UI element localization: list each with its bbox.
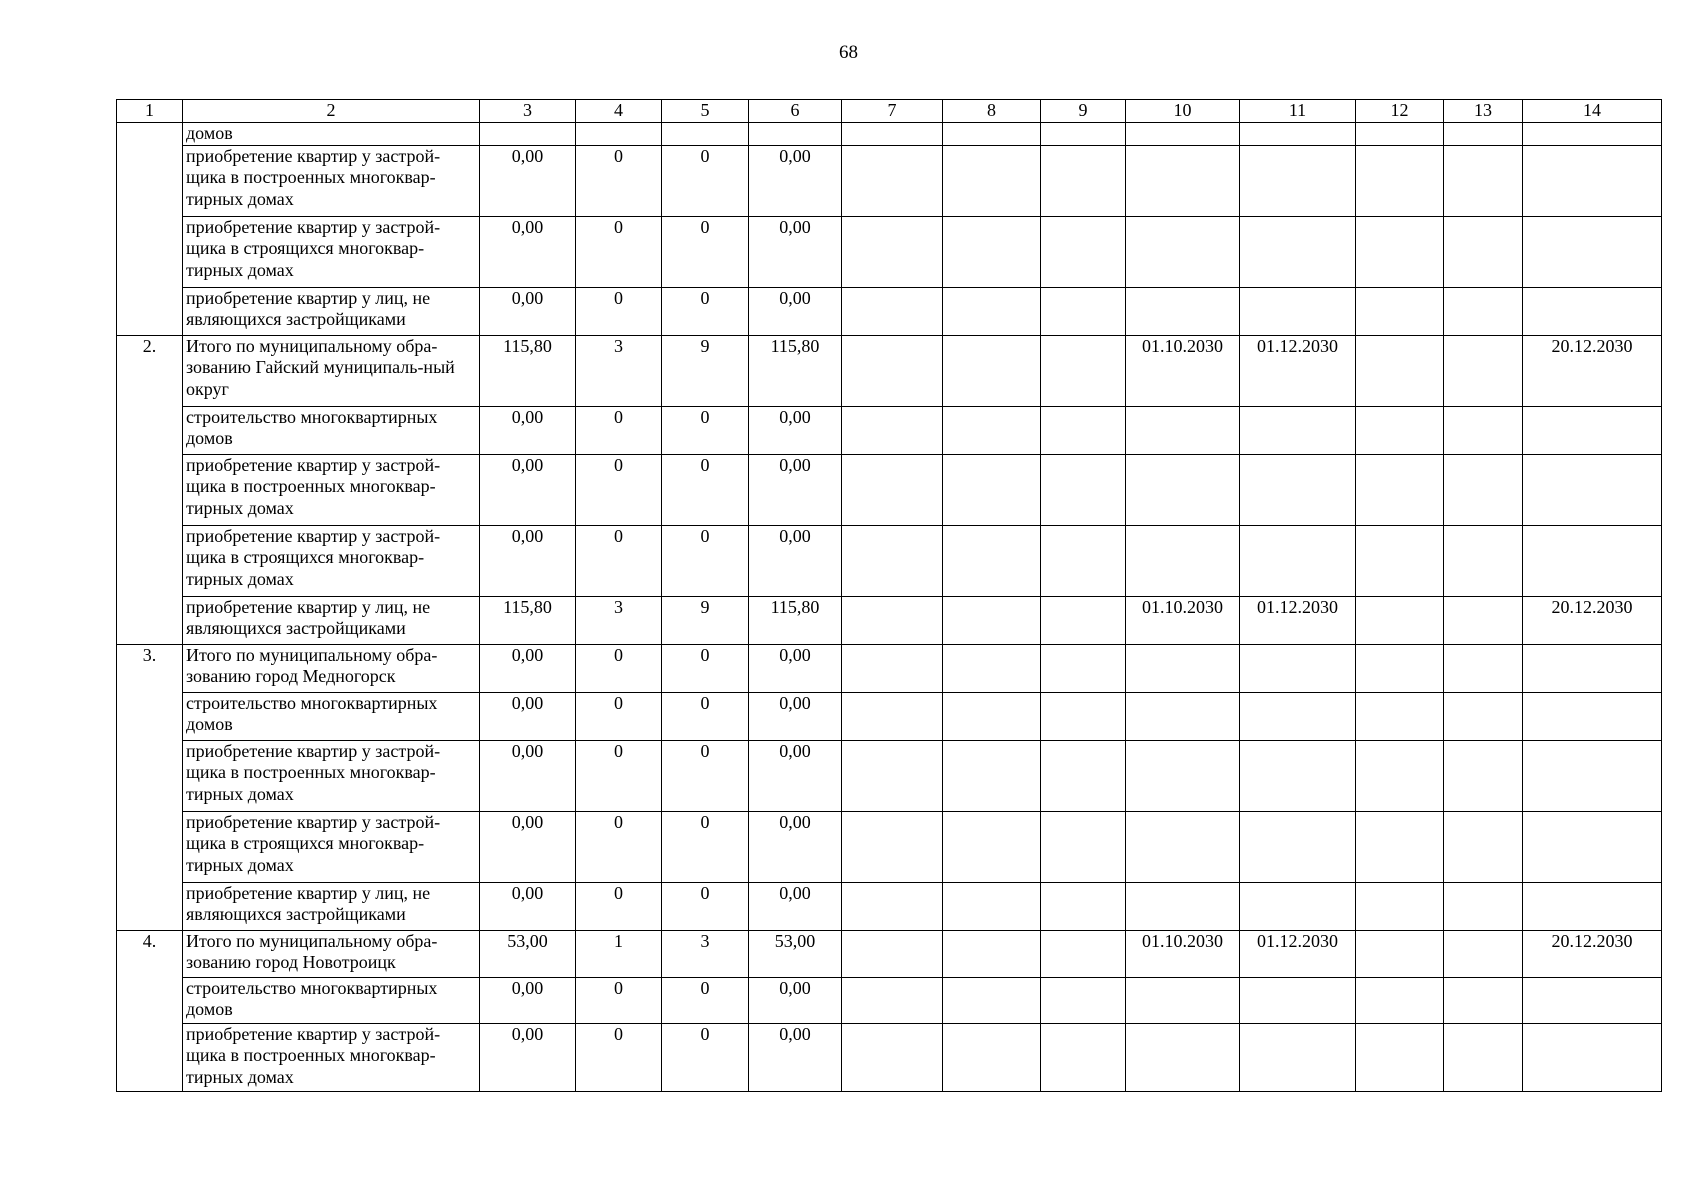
value-cell-c11: 01.12.2030 (1240, 596, 1356, 644)
column-header: 14 (1523, 100, 1662, 123)
value-cell-c14 (1523, 644, 1662, 692)
value-cell-c5: 9 (662, 335, 749, 406)
value-cell-c5: 0 (662, 216, 749, 287)
value-cell-c11 (1240, 145, 1356, 216)
empty-cell (1356, 977, 1444, 1023)
value-cell-c3: 0,00 (480, 740, 576, 811)
empty-cell (1444, 644, 1523, 692)
value-cell-c14 (1523, 145, 1662, 216)
table-row (117, 740, 1662, 811)
value-cell-c11 (1240, 287, 1356, 335)
column-header: 1 (117, 100, 183, 123)
value-cell-c5: 0 (662, 1023, 749, 1091)
value-cell-c4: 0 (576, 287, 662, 335)
value-cell-c14: 20.12.2030 (1523, 596, 1662, 644)
row-number-cell: 3. (117, 644, 183, 930)
empty-cell (943, 216, 1041, 287)
value-cell-c11 (1240, 811, 1356, 882)
column-header: 12 (1356, 100, 1444, 123)
empty-cell (842, 692, 943, 740)
empty-cell (1041, 811, 1126, 882)
empty-cell (1041, 454, 1126, 525)
value-cell-c10 (1126, 406, 1240, 454)
value-cell-c11 (1240, 977, 1356, 1023)
value-cell-c11 (1240, 740, 1356, 811)
value-cell-c10: 01.10.2030 (1126, 335, 1240, 406)
empty-cell (1356, 811, 1444, 882)
empty-cell (1444, 1023, 1523, 1091)
value-cell-c4 (576, 123, 662, 146)
empty-cell (1444, 145, 1523, 216)
table-row (117, 930, 1662, 977)
empty-cell (842, 882, 943, 930)
empty-cell (943, 740, 1041, 811)
value-cell-c4: 0 (576, 882, 662, 930)
value-cell-c6: 0,00 (749, 692, 842, 740)
empty-cell (1444, 930, 1523, 977)
item-name-cell: Итого по муниципальному обра-зованию Гайский муниципаль-ный округ (183, 335, 480, 406)
empty-cell (1041, 145, 1126, 216)
empty-cell (1041, 335, 1126, 406)
empty-cell (842, 740, 943, 811)
empty-cell (842, 335, 943, 406)
value-cell-c5: 0 (662, 406, 749, 454)
empty-cell (1356, 525, 1444, 596)
item-name-cell: приобретение квартир у застрой-щика в построенных многоквар-тирных домах (183, 1023, 480, 1091)
table-row (117, 882, 1662, 930)
item-name-cell: приобретение квартир у лиц, не являющихся застройщиками (183, 287, 480, 335)
empty-cell (1041, 692, 1126, 740)
value-cell-c3: 0,00 (480, 882, 576, 930)
value-cell-c3 (480, 123, 576, 146)
value-cell-c3: 0,00 (480, 525, 576, 596)
item-name-cell: приобретение квартир у застрой-щика в строящихся многоквар-тирных домах (183, 811, 480, 882)
value-cell-c14: 20.12.2030 (1523, 930, 1662, 977)
value-cell-c11 (1240, 644, 1356, 692)
value-cell-c3: 0,00 (480, 454, 576, 525)
empty-cell (1356, 454, 1444, 525)
value-cell-c10: 01.10.2030 (1126, 930, 1240, 977)
empty-cell (1444, 596, 1523, 644)
item-name-cell: приобретение квартир у застрой-щика в построенных многоквар-тирных домах (183, 454, 480, 525)
value-cell-c10 (1126, 145, 1240, 216)
value-cell-c14 (1523, 406, 1662, 454)
value-cell-c5: 0 (662, 454, 749, 525)
empty-cell (943, 406, 1041, 454)
empty-cell (943, 1023, 1041, 1091)
row-number-cell: 2. (117, 335, 183, 644)
table-row (117, 977, 1662, 1023)
value-cell-c5: 0 (662, 644, 749, 692)
empty-cell (1041, 406, 1126, 454)
empty-cell (1444, 335, 1523, 406)
value-cell-c4: 0 (576, 644, 662, 692)
table-row (117, 454, 1662, 525)
empty-cell (1444, 287, 1523, 335)
table-row (117, 596, 1662, 644)
empty-cell (1356, 287, 1444, 335)
value-cell-c5: 0 (662, 811, 749, 882)
value-cell-c14 (1523, 692, 1662, 740)
value-cell-c10 (1126, 1023, 1240, 1091)
value-cell-c10 (1126, 454, 1240, 525)
empty-cell (842, 644, 943, 692)
item-name-cell: приобретение квартир у застрой-щика в построенных многоквар-тирных домах (183, 145, 480, 216)
table-row (117, 811, 1662, 882)
empty-cell (842, 811, 943, 882)
empty-cell (1444, 811, 1523, 882)
value-cell-c3: 0,00 (480, 1023, 576, 1091)
empty-cell (1356, 216, 1444, 287)
column-header: 6 (749, 100, 842, 123)
empty-cell (1444, 882, 1523, 930)
empty-cell (842, 145, 943, 216)
value-cell-c5: 0 (662, 977, 749, 1023)
row-number-cell (117, 123, 183, 336)
empty-cell (1356, 1023, 1444, 1091)
empty-cell (943, 454, 1041, 525)
value-cell-c14: 20.12.2030 (1523, 335, 1662, 406)
empty-cell (1356, 930, 1444, 977)
item-name-cell: домов (183, 123, 480, 146)
empty-cell (1041, 287, 1126, 335)
value-cell-c10 (1126, 882, 1240, 930)
empty-cell (943, 692, 1041, 740)
value-cell-c6: 0,00 (749, 977, 842, 1023)
column-number-header-row (117, 100, 1662, 123)
column-header: 5 (662, 100, 749, 123)
empty-cell (1041, 740, 1126, 811)
value-cell-c10 (1126, 287, 1240, 335)
value-cell-c6: 0,00 (749, 145, 842, 216)
housing-program-table (116, 99, 1662, 1092)
value-cell-c6: 0,00 (749, 406, 842, 454)
value-cell-c3: 0,00 (480, 692, 576, 740)
empty-cell (1356, 692, 1444, 740)
empty-cell (943, 145, 1041, 216)
value-cell-c3: 0,00 (480, 216, 576, 287)
table-row (117, 406, 1662, 454)
column-header: 10 (1126, 100, 1240, 123)
value-cell-c5 (662, 123, 749, 146)
empty-cell (1041, 977, 1126, 1023)
empty-cell (1041, 525, 1126, 596)
empty-cell (943, 644, 1041, 692)
value-cell-c6: 0,00 (749, 811, 842, 882)
value-cell-c14 (1523, 216, 1662, 287)
table-row (117, 287, 1662, 335)
value-cell-c10 (1126, 692, 1240, 740)
column-header: 3 (480, 100, 576, 123)
value-cell-c11: 01.12.2030 (1240, 930, 1356, 977)
empty-cell (1444, 406, 1523, 454)
item-name-cell: строительство многоквартирных домов (183, 692, 480, 740)
item-name-cell: приобретение квартир у лиц, не являющихся застройщиками (183, 882, 480, 930)
value-cell-c4: 0 (576, 454, 662, 525)
value-cell-c6: 0,00 (749, 454, 842, 525)
column-header: 11 (1240, 100, 1356, 123)
empty-cell (842, 525, 943, 596)
empty-cell (1356, 882, 1444, 930)
empty-cell (943, 525, 1041, 596)
value-cell-c6: 0,00 (749, 882, 842, 930)
value-cell-c10 (1126, 977, 1240, 1023)
empty-cell (1041, 930, 1126, 977)
value-cell-c4: 0 (576, 811, 662, 882)
value-cell-c6: 115,80 (749, 335, 842, 406)
empty-cell (1444, 123, 1523, 146)
table-row (117, 123, 1662, 146)
value-cell-c6: 0,00 (749, 216, 842, 287)
empty-cell (1041, 216, 1126, 287)
empty-cell (842, 930, 943, 977)
value-cell-c14 (1523, 287, 1662, 335)
value-cell-c4: 0 (576, 525, 662, 596)
value-cell-c3: 53,00 (480, 930, 576, 977)
value-cell-c4: 0 (576, 145, 662, 216)
item-name-cell: приобретение квартир у застрой-щика в строящихся многоквар-тирных домах (183, 525, 480, 596)
item-name-cell: строительство многоквартирных домов (183, 406, 480, 454)
value-cell-c3: 0,00 (480, 644, 576, 692)
column-header: 4 (576, 100, 662, 123)
value-cell-c4: 3 (576, 596, 662, 644)
value-cell-c3: 0,00 (480, 145, 576, 216)
value-cell-c14 (1523, 977, 1662, 1023)
value-cell-c6: 53,00 (749, 930, 842, 977)
row-number-cell: 4. (117, 930, 183, 1091)
column-header: 7 (842, 100, 943, 123)
value-cell-c6: 0,00 (749, 740, 842, 811)
empty-cell (1444, 454, 1523, 525)
empty-cell (1041, 596, 1126, 644)
value-cell-c6: 0,00 (749, 644, 842, 692)
value-cell-c5: 0 (662, 740, 749, 811)
empty-cell (1444, 525, 1523, 596)
empty-cell (943, 977, 1041, 1023)
empty-cell (1356, 335, 1444, 406)
empty-cell (943, 882, 1041, 930)
column-header: 9 (1041, 100, 1126, 123)
empty-cell (842, 596, 943, 644)
value-cell-c4: 0 (576, 216, 662, 287)
value-cell-c11 (1240, 525, 1356, 596)
empty-cell (1444, 977, 1523, 1023)
value-cell-c5: 0 (662, 145, 749, 216)
page-number: 68 (839, 42, 858, 63)
empty-cell (943, 811, 1041, 882)
value-cell-c14 (1523, 811, 1662, 882)
item-name-cell: Итого по муниципальному обра-зованию город Новотроицк (183, 930, 480, 977)
column-header: 13 (1444, 100, 1523, 123)
value-cell-c3: 0,00 (480, 977, 576, 1023)
value-cell-c5: 0 (662, 287, 749, 335)
value-cell-c14 (1523, 740, 1662, 811)
value-cell-c14 (1523, 454, 1662, 525)
column-header: 8 (943, 100, 1041, 123)
table-row (117, 1023, 1662, 1091)
table-row (117, 335, 1662, 406)
column-header: 2 (183, 100, 480, 123)
item-name-cell: Итого по муниципальному обра-зованию город Медногорск (183, 644, 480, 692)
value-cell-c6: 0,00 (749, 525, 842, 596)
value-cell-c6: 115,80 (749, 596, 842, 644)
empty-cell (1041, 123, 1126, 146)
empty-cell (842, 454, 943, 525)
empty-cell (1444, 692, 1523, 740)
empty-cell (1041, 1023, 1126, 1091)
value-cell-c5: 3 (662, 930, 749, 977)
empty-cell (1444, 740, 1523, 811)
empty-cell (842, 977, 943, 1023)
empty-cell (1041, 644, 1126, 692)
value-cell-c4: 1 (576, 930, 662, 977)
value-cell-c3: 0,00 (480, 811, 576, 882)
value-cell-c5: 0 (662, 525, 749, 596)
empty-cell (842, 123, 943, 146)
empty-cell (943, 596, 1041, 644)
value-cell-c11 (1240, 1023, 1356, 1091)
value-cell-c11 (1240, 406, 1356, 454)
table-row (117, 525, 1662, 596)
empty-cell (943, 287, 1041, 335)
value-cell-c3: 0,00 (480, 287, 576, 335)
empty-cell (1356, 145, 1444, 216)
value-cell-c4: 0 (576, 406, 662, 454)
empty-cell (842, 287, 943, 335)
value-cell-c14 (1523, 1023, 1662, 1091)
empty-cell (842, 406, 943, 454)
value-cell-c5: 9 (662, 596, 749, 644)
value-cell-c11 (1240, 692, 1356, 740)
empty-cell (1356, 596, 1444, 644)
value-cell-c4: 0 (576, 740, 662, 811)
value-cell-c10 (1126, 740, 1240, 811)
value-cell-c14 (1523, 525, 1662, 596)
empty-cell (943, 930, 1041, 977)
empty-cell (1356, 406, 1444, 454)
empty-cell (1444, 216, 1523, 287)
value-cell-c11 (1240, 882, 1356, 930)
value-cell-c10 (1126, 644, 1240, 692)
item-name-cell: приобретение квартир у застрой-щика в строящихся многоквар-тирных домах (183, 216, 480, 287)
value-cell-c4: 0 (576, 1023, 662, 1091)
empty-cell (1356, 123, 1444, 146)
value-cell-c11 (1240, 216, 1356, 287)
table-row (117, 145, 1662, 216)
value-cell-c10 (1126, 811, 1240, 882)
value-cell-c11 (1240, 454, 1356, 525)
value-cell-c4: 3 (576, 335, 662, 406)
value-cell-c10 (1126, 525, 1240, 596)
value-cell-c4: 0 (576, 692, 662, 740)
value-cell-c4: 0 (576, 977, 662, 1023)
value-cell-c6: 0,00 (749, 1023, 842, 1091)
table-row (117, 644, 1662, 692)
value-cell-c14 (1523, 123, 1662, 146)
table-row (117, 692, 1662, 740)
empty-cell (1356, 644, 1444, 692)
value-cell-c10: 01.10.2030 (1126, 596, 1240, 644)
value-cell-c3: 0,00 (480, 406, 576, 454)
empty-cell (1356, 740, 1444, 811)
empty-cell (943, 123, 1041, 146)
empty-cell (943, 335, 1041, 406)
empty-cell (842, 1023, 943, 1091)
value-cell-c10 (1126, 123, 1240, 146)
value-cell-c3: 115,80 (480, 335, 576, 406)
value-cell-c6: 0,00 (749, 287, 842, 335)
table-row (117, 216, 1662, 287)
value-cell-c5: 0 (662, 882, 749, 930)
item-name-cell: приобретение квартир у застрой-щика в построенных многоквар-тирных домах (183, 740, 480, 811)
empty-cell (842, 216, 943, 287)
value-cell-c5: 0 (662, 692, 749, 740)
item-name-cell: приобретение квартир у лиц, не являющихся застройщиками (183, 596, 480, 644)
value-cell-c14 (1523, 882, 1662, 930)
item-name-cell: строительство многоквартирных домов (183, 977, 480, 1023)
value-cell-c3: 115,80 (480, 596, 576, 644)
value-cell-c10 (1126, 216, 1240, 287)
empty-cell (1041, 882, 1126, 930)
value-cell-c6 (749, 123, 842, 146)
value-cell-c11: 01.12.2030 (1240, 335, 1356, 406)
value-cell-c11 (1240, 123, 1356, 146)
